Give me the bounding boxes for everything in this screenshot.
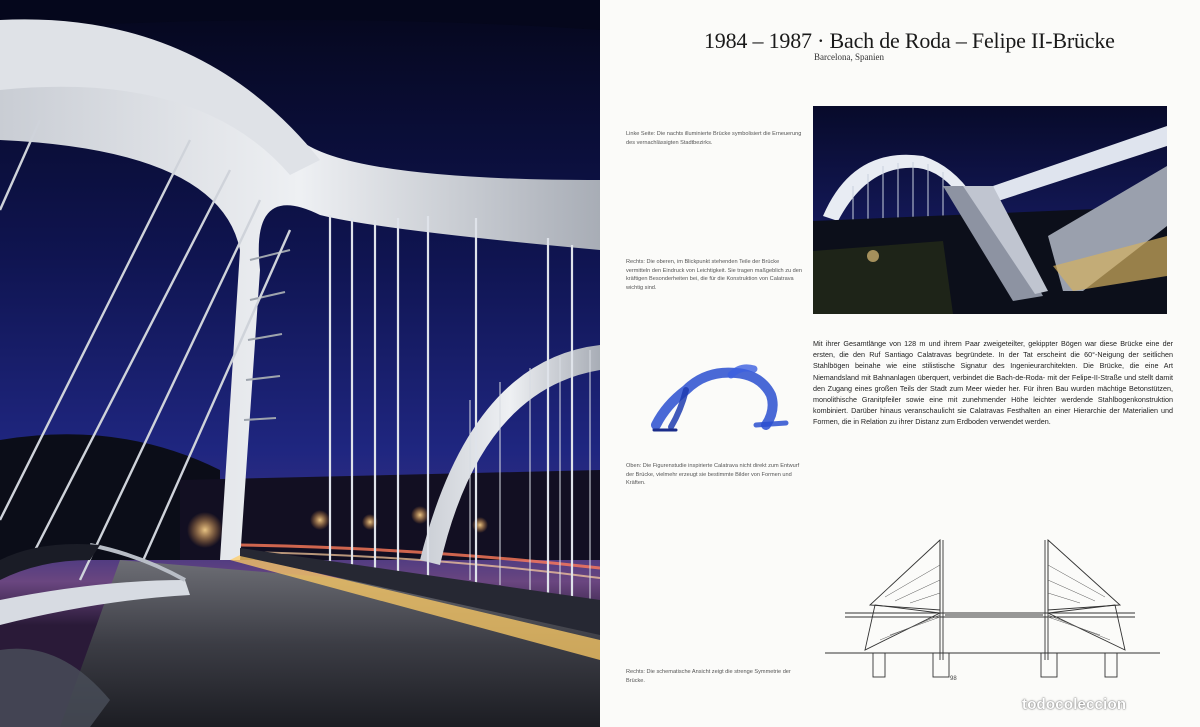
text-page: [600, 0, 1200, 727]
caption-night-photo: Rechts: Die oberen, im Blickpunkt stehenden Teile der Brücke vermitteln den Eindruck von Leichtigkeit. Sie tragen maßgeblich zu den kräftigen Besonderheiten bei, die für die Konstruktion von Calatrava wichtig sind.: [626, 259, 802, 291]
bridge-night-thumbnail: [813, 106, 1167, 314]
page-number: 98: [950, 676, 957, 682]
page-title: 1984 – 1987 · Bach de Roda – Felipe II-Brücke: [704, 28, 1115, 53]
watermark-logo: todocoleccion: [1022, 696, 1127, 713]
caption-sketch: Oben: Die Figurenstudie inspirierte Calatrava nicht direkt zum Entwurf der Brücke, vielmehr erzeugt sie bestimmte Bilder von Formen und Kräften.: [626, 463, 800, 487]
caption-left-page: Linke Seite: Die nachts illuminierte Brücke symbolisiert die Erneuerung des vernachlässigten Stadtbezirks.: [626, 131, 802, 146]
figure-sketch: [636, 335, 800, 445]
page-subtitle: Barcelona, Spanien: [814, 52, 884, 62]
body-paragraph: Mit ihrer Gesamtlänge von 128 m und ihrem Paar zweigeteilter, gekippter Bögen war diese Brücke eine der ersten, die den Ruf Santiago Calatravas begründete. In der Tat erscheint die 60°-Neigung der seitlichen Stahlbögen beinahe wie eine stilistische Signatur des Ingenieurarchitekten. Die Brücke, die eine Art Niemandsland mit Bahnanlagen überquert, verbindet die Bach-de-Roda- mit der Felipe-II-Straße und stellt damit den Zugang eines großen Teils der Stadt zum Meer wieder her. Für ihren Bau wurden mächtige Betonstützen, monolithische Granitpfeiler sowie eine mit zunehmender Höhe leichter werdende Stahlbogenkonstruktion kombiniert. Darüber hinaus veranschaulicht sie Calatravas Festhalten an einer Hierarchie der Materialien und Formen, die in Relation zu ihrer Distanz zum Erdboden verwendet werden.: [813, 339, 1173, 427]
bridge-elevation-drawing: [815, 535, 1165, 685]
caption-elevation: Rechts: Die schematische Ansicht zeigt die strenge Symmetrie der Brücke.: [626, 669, 791, 684]
